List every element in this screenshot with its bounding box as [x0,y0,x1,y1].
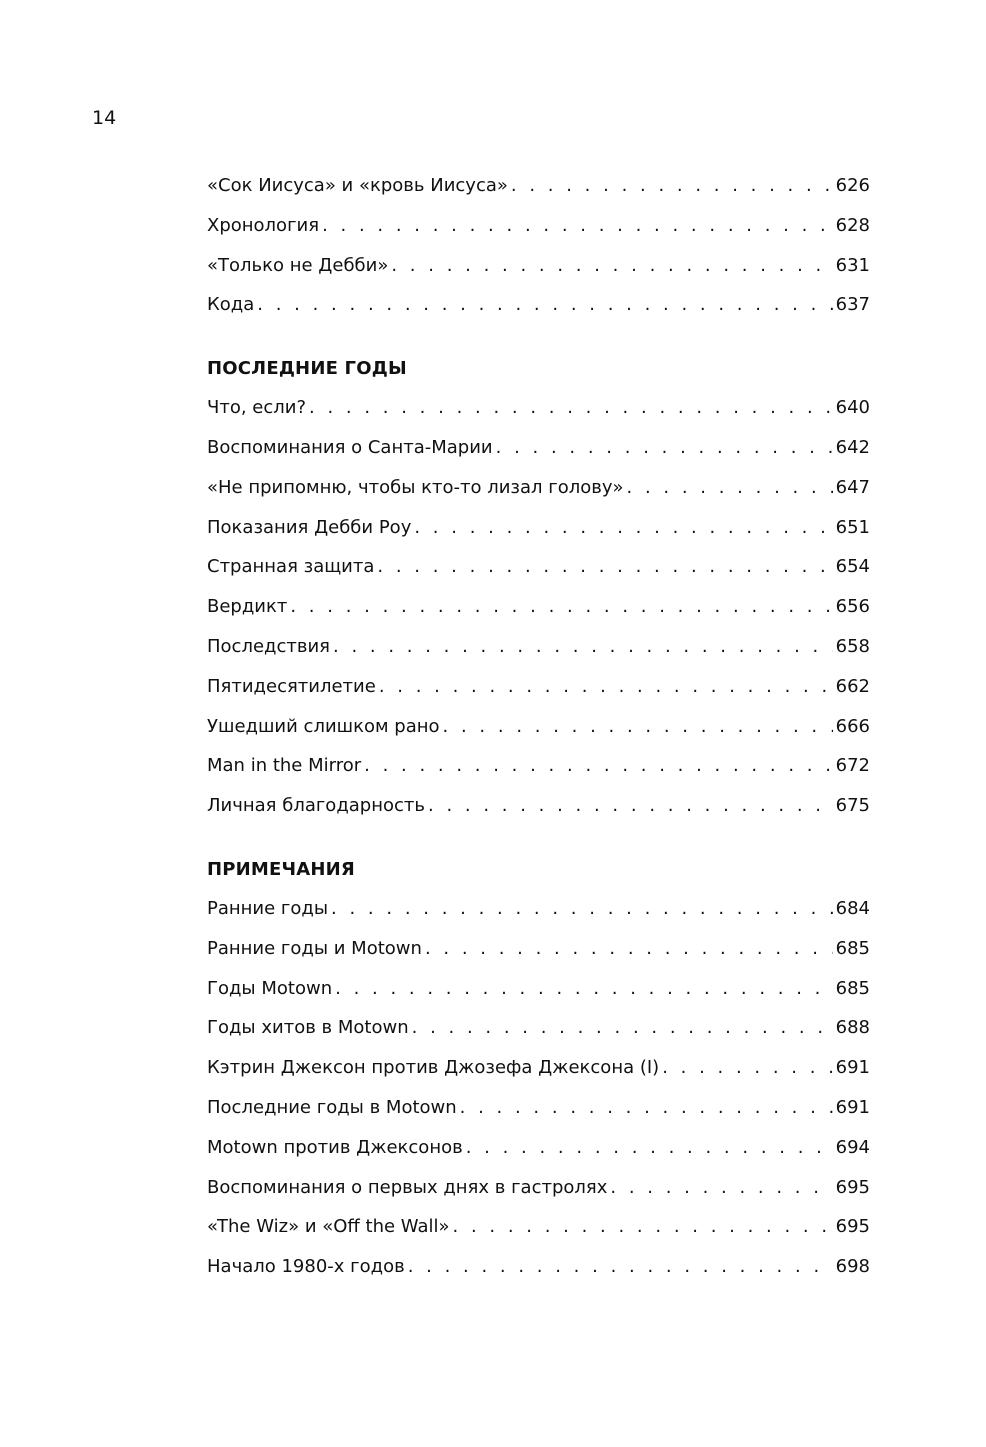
toc-entry-page: 666 [835,715,870,737]
toc-entry-page: 685 [835,937,870,959]
toc-entry[interactable] [207,674,870,714]
dot-leader [379,674,833,700]
dot-leader [309,395,833,421]
toc-entry-page: 691 [835,1096,870,1118]
dot-leader [412,1015,833,1041]
dot-leader [322,213,833,239]
toc-entry-title: Странная защита [207,556,375,578]
toc-entry-title: Начало 1980-х годов [207,1256,405,1278]
dot-leader [662,1055,832,1081]
toc-entry-page: 662 [835,675,870,697]
toc-entry[interactable] [207,395,870,435]
toc-entry-page: 691 [835,1057,870,1079]
toc-entry[interactable] [207,1015,870,1055]
toc-section-last-years [207,356,870,833]
toc-entry-title: Motown против Джексонов [207,1136,463,1158]
dot-leader [460,1095,833,1121]
toc-entry[interactable] [207,634,870,674]
dot-leader [627,475,833,501]
toc-entry-title: Последствия [207,635,330,657]
toc-entry[interactable] [207,1254,870,1294]
toc-entry-title: Man in the Mirror [207,755,362,777]
toc-entry[interactable] [207,793,870,833]
toc-entry[interactable] [207,292,870,332]
toc-entry-title: Показания Дебби Роу [207,516,412,538]
toc-section-notes [207,857,870,1294]
toc-entry-title: «Только не Дебби» [207,254,389,276]
dot-leader [290,594,832,620]
toc-entry-title: «Не припомню, чтобы кто-то лизал голову» [207,476,624,498]
toc-entry-page: 647 [835,476,870,498]
toc-entry[interactable] [207,1214,870,1254]
toc-entry[interactable] [207,896,870,936]
toc-entry-page: 631 [835,254,870,276]
toc-entry-title: Кэтрин Джексон против Джозефа Джексона (I) [207,1057,660,1079]
toc-entry-title: Личная благодарность [207,795,425,817]
toc-entry[interactable] [207,213,870,253]
toc-entry-page: 698 [835,1256,870,1278]
toc-entry-page: 656 [835,596,870,618]
toc-entry-title: «Сок Иисуса» и «кровь Иисуса» [207,175,508,196]
toc-entry-title: Ранние годы [207,897,329,919]
dot-leader [333,634,833,660]
dot-leader [610,1175,832,1201]
toc-entry-title: Ранние годы и Motown [207,937,422,959]
toc-entry-title: Пятидесятилетие [207,675,376,697]
toc-entry[interactable] [207,554,870,594]
dot-leader [331,896,833,922]
toc-entry-page: 637 [835,294,870,316]
toc-entry[interactable] [207,714,870,754]
dot-leader [408,1254,833,1280]
dot-leader [425,936,833,962]
toc-entry[interactable] [207,1175,870,1215]
toc-entry-page: 654 [835,556,870,578]
dot-leader [257,292,832,318]
toc-entry[interactable] [207,435,870,475]
toc-entry-page: 688 [835,1017,870,1039]
toc-entry-page: 640 [835,397,870,419]
toc-entry-title: Кода [207,294,255,316]
section-heading: ПОСЛЕДНИЕ ГОДЫ [207,358,407,380]
toc-entry-page: 695 [835,1216,870,1238]
dot-leader [496,435,833,461]
toc-entry[interactable] [207,594,870,634]
page-number: 14 [92,107,117,129]
dot-leader [453,1214,833,1240]
dot-leader [391,253,832,279]
toc-entry[interactable] [207,1095,870,1135]
toc-entry-page: 695 [835,1176,870,1198]
dot-leader [364,753,833,779]
toc-entry-page: 694 [835,1136,870,1158]
toc-entry[interactable] [207,253,870,293]
dot-leader [511,173,833,199]
toc-entry-title: Вердикт [207,596,288,618]
dot-leader [428,793,833,819]
toc-entry[interactable] [207,976,870,1016]
toc-entry[interactable] [207,1055,870,1095]
toc-entry[interactable] [207,936,870,976]
toc-entry[interactable] [207,1135,870,1175]
section-heading: ПРИМЕЧАНИЯ [207,858,355,880]
toc-section-continued [207,173,870,332]
toc-entry-title: Что, если? [207,397,307,419]
toc-entry-title: Ушедший слишком рано [207,715,440,737]
toc-entry-title: Годы Motown [207,977,333,999]
dot-leader [335,976,833,1002]
toc-entry-page: 672 [835,755,870,777]
toc-entry-page: 642 [835,436,870,458]
toc-entry-page: 651 [835,516,870,538]
toc-entry[interactable] [207,515,870,555]
toc-entry[interactable] [207,753,870,793]
dot-leader [443,714,833,740]
toc-entry-title: Хронология [207,214,320,236]
toc-entry-title: Воспоминания о Санта-Марии [207,436,493,458]
toc-entry[interactable] [207,475,870,515]
toc-entry-title: Воспоминания о первых днях в гастролях [207,1176,608,1198]
dot-leader [377,554,832,580]
toc-entry-page: 626 [835,175,870,196]
toc-entry-page: 628 [835,214,870,236]
toc-entry-page: 685 [835,977,870,999]
toc-entry-title: Последние годы в Motown [207,1096,457,1118]
table-of-contents [207,173,870,1294]
toc-entry-page: 675 [835,795,870,817]
dot-leader [466,1135,833,1161]
toc-entry-title: «The Wiz» и «Off the Wall» [207,1216,450,1238]
toc-entry-title: Годы хитов в Motown [207,1017,409,1039]
dot-leader [414,515,832,541]
toc-entry[interactable] [207,173,870,213]
toc-entry-page: 684 [835,897,870,919]
toc-entry-page: 658 [835,635,870,657]
